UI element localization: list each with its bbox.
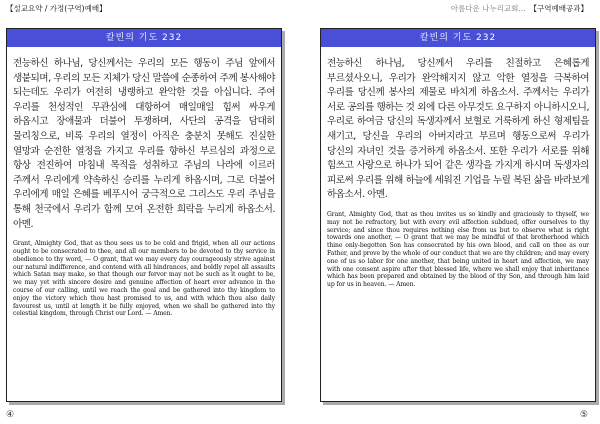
korean-prayer-text: 전능하신 하나님, 당신께서는 우리의 모든 행동이 주님 앞에서 생붙되며, 우리의 모든 지체가 당신 말씀에 순종하여 주께 봉사해야 되는데도 우리가 여전히 냉랭하고 완악한 것을 아십니다. 주여 우리를 천성적인 무관심에 대항하여 매일매일 힘써 싸우게 하옵시고 장애물과 더불어 투쟁하며, 사단의 공격을 담대히 물리칭으로, 비록 우리의 열정이 아직은 충분치 못해도 진실한 열망과 순전한 열정을 가지고 우리를 향하신 부르심의 과정으로 항상 전진하여 마침내 목적을 성취하고 주님의 나라에 이르러 주께서 우리에게 약속하신 승리를 누리게 하옵시며, 그로 더불어 우리에게 매일 은혜를 베푸시어 궁극적으로 그리스도 우리 주님을 통해 천국에서 우리가 함께 모여 온전한 희락을 누리게 하옵소서. 아멘.: [13, 58, 275, 230]
header-right-title: 【구역예배공과】: [529, 4, 588, 13]
page-left: [6, 28, 282, 402]
page-right: [320, 28, 596, 402]
header-right-church: 아름다운 나누리교회...: [450, 4, 526, 13]
header-left-title: 【설교요약 / 가정(구역)예배】: [6, 4, 107, 13]
page-number-right: ⑤: [579, 410, 588, 420]
page-number-left: ④: [6, 410, 15, 420]
header-right: [451, 4, 588, 14]
prayer-title-bar: 칼빈의 기도 232: [321, 29, 595, 47]
prayer-title-bar: 칼빈의 기도 232: [7, 29, 281, 47]
english-prayer-text: Grant, Almighty God, that as thou sees us to be cold and frigid, when all our actions ought to be consecrated to thee, and all our members to be devoted to thy service in obedience to thy word, — O grant, that we may every day courageously strive against our natural indifference, and contend with all hindrances, and boldly repel all assaults which Satan may make, so that though our fervor may not be such as it ought to be, we may yet with sincere desire and genuine affection of heart ever advance in the course of our calling, until we reach the goal and be gathered into thy kingdom to enjoy the victory which thou hast promised to us, and with which thou also daily favourest us, until at length it be fully enjoyed, when we shall be gathered into thy celestial kingdom, through Christ our Lord. — Amen.: [13, 240, 275, 318]
korean-prayer-text: 전능하신 하나님, 당신께서 우리를 친절하고 은혜롭게 부르셨사오니, 우리가 완악해지지 않고 악한 열정을 극복하여 우리를 당신께 봉사의 제물로 바치게 하옵소서. 주께서는 우리가 서로 공의를 행하는 것 외에 다른 아무것도 요구하지 아니하시오니, 우리로 하여금 당신의 독생자께서 보혈로 거룩하게 하신 형제팀을 새기고, 당신을 우리의 아버지라고 부르며 행동으로써 우리가 당신의 자녀인 것을 증거하게 하옵소서. 또한 우리가 서로를 위해 힘쓰고 사랑으로 하나가 되어 같은 생각을 가지게 하시며 독생자의 피로써 우리를 위해 하늘에 세워진 기업을 누릴 복된 삶을 바라보게 하옵소서. 아멘.: [327, 58, 589, 201]
english-prayer-text: Grant, Almighty God, that as thou invites us so kindly and graciously to thyself, we may not be refractory, but with every evil affection subdued, offer ourselves to thy service; and since thou requires nothing else from us but to observe what is right towards one another, — O grant that we may be mindful of that brotherhood which thine only-begotten Son has consecrated by his own blood, and call on thee as our Father, and prove by the whole of our conduct that we are thy children; and may every one of us so labor for one another, that being united in heart and affection, we may with one consent aspire after that blessed life, where we shall enjoy that inheritance which has been prepared and obtained by the blood of thy Son, and through him laid up for us in heaven. — Amen.: [327, 210, 589, 289]
